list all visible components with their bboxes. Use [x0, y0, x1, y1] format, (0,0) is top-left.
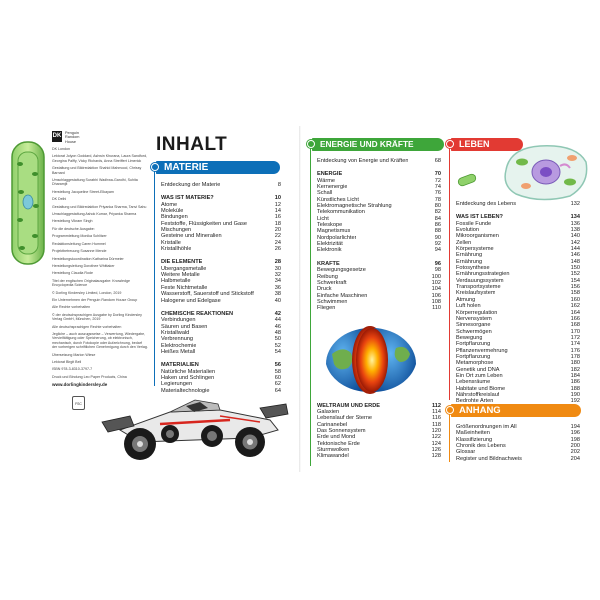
toc-page-number: 60	[274, 374, 281, 381]
toc-page-number: 68	[434, 158, 441, 164]
toc-entry-title: Verbindungen	[161, 317, 196, 324]
imprint-line: ISBN 978-3-8310-3797-7	[52, 367, 93, 372]
toc-entry-title: Glossar	[456, 449, 476, 456]
toc-page-number: 48	[274, 329, 281, 336]
toc-page-number: 72	[434, 177, 441, 184]
toc-entry-title: Reibung	[317, 273, 338, 280]
imprint-line: Umschlaggestaltung Ashok Kumar, Priyanka Sharma	[52, 212, 137, 217]
toc-entry-title: Moleküle	[161, 208, 184, 215]
toc-page-number: 8	[277, 182, 281, 188]
plant-cell-illustration	[500, 140, 592, 204]
bacterium-illustration	[456, 172, 478, 188]
imprint-line: Gestaltung und Bildredaktion Priyanka Sharma, Tanvi Sahu	[52, 204, 147, 209]
spacer	[161, 304, 281, 311]
imprint-line: Umschlaggestaltung Surabhi Wadhwa-Gandhi, Suhita Dharamjit	[52, 178, 138, 187]
toc-entry-title: Entdeckung der Materie	[161, 182, 221, 188]
toc-page-number: 104	[431, 286, 441, 293]
toc-page-number: 142	[570, 239, 580, 246]
toc-page-number: 152	[570, 271, 580, 278]
toc-page-number: 32	[274, 272, 281, 279]
toc-entry-title: Elektrochemie	[161, 342, 197, 349]
toc-entry-title: Klimawandel	[317, 453, 349, 460]
imprint-line: Druck und Bindung Leo Paper Products, China	[52, 374, 127, 379]
toc-entry-title: Schwermögen	[456, 328, 492, 335]
toc-page-number: 154	[570, 277, 580, 284]
toc-entry-title: Evolution	[456, 227, 480, 234]
toc-entry-title: Erde und Mond	[317, 434, 356, 441]
toc-entry-title: Kristallhöhle	[161, 246, 192, 253]
spacer	[317, 312, 441, 319]
toc-page-number: 58	[274, 368, 281, 375]
toc-page-number: 144	[570, 246, 580, 253]
toc-entry-title: Genetik und DNA	[456, 366, 500, 373]
toc-energie	[317, 158, 441, 460]
toc-page-number: 38	[274, 291, 281, 298]
toc-entry-title: Ernährungsstrategien	[456, 271, 510, 278]
toc-page-number: 24	[274, 239, 281, 246]
toc-entry-title: Transportsysteme	[456, 284, 501, 291]
earth-cutaway-illustration	[312, 320, 430, 400]
toc-page-number: 84	[434, 215, 441, 222]
toc-entry-title: Kernenergie	[317, 184, 348, 191]
toc-page-number: 30	[274, 265, 281, 272]
toc-entry-title: Elektrizität	[317, 241, 343, 248]
toc-page-number: 78	[434, 196, 441, 203]
spacer	[161, 188, 281, 195]
toc-page-number: 94	[434, 247, 441, 254]
toc-entry-title: Heißes Metall	[161, 348, 196, 355]
toc-page-number: 90	[434, 234, 441, 241]
imprint-line: DK London	[52, 147, 70, 151]
imprint-line: DK Delhi	[52, 197, 67, 202]
toc-entry-title: Klassifizierung	[456, 436, 493, 443]
toc-entry-title: Kristalle	[161, 239, 181, 246]
spacer	[456, 207, 580, 214]
toc-page-number: 158	[570, 290, 580, 297]
imprint-line: Alle Rechte vorbehalten	[52, 305, 91, 310]
toc-page-number: 166	[570, 315, 580, 322]
toc-page-number: 124	[431, 440, 441, 447]
toc-entry-title: Register und Bildnachweis	[456, 455, 522, 462]
toc-entry-title: WELTRAUM UND ERDE	[317, 402, 380, 409]
imprint-block	[52, 147, 148, 391]
toc-page-number: 26	[274, 246, 281, 253]
toc-entry-title: CHEMISCHE REAKTIONEN	[161, 310, 234, 317]
toc-page-number: 188	[570, 385, 580, 392]
toc-page-number: 74	[434, 184, 441, 191]
imprint-line: Herstellung Vikram Singh	[52, 219, 93, 224]
materie-rule	[154, 171, 155, 386]
imprint-line: Ein Unternehmen der Penguin Random House Group	[52, 297, 138, 302]
toc-page-number: 44	[274, 317, 281, 324]
toc-entry-title: Telekommunikation	[317, 209, 365, 216]
toc-page-number: 122	[431, 434, 441, 441]
imprint-line: Herstellungsleitung Dorothee Whittaker	[52, 263, 115, 268]
toc-page-number: 140	[570, 233, 580, 240]
imprint-line: Redaktionsleitung Caren Hummel	[52, 241, 106, 246]
toc-entry-title: Materialtechnologie	[161, 387, 210, 394]
toc-page-number: 184	[570, 372, 580, 379]
spacer	[161, 355, 281, 362]
toc-entry-title: Entdeckung des Lebens	[456, 201, 517, 207]
spacer	[317, 164, 441, 171]
toc-entry-title: Pflanzenvermehrung	[456, 347, 508, 354]
toc-leben	[456, 201, 580, 405]
toc-entry-title: Elektromagnetische Strahlung	[317, 203, 392, 210]
toc-page-number: 128	[431, 453, 441, 460]
toc-page-number: 168	[570, 322, 580, 329]
toc-entry-title: Elektronik	[317, 247, 342, 254]
toc-entry-title: Schall	[317, 190, 333, 197]
toc-page-number: 204	[570, 455, 580, 462]
imprint-line: Herstellungskoordination Katharina Dürmeier	[52, 256, 124, 261]
toc-page-number: 102	[431, 279, 441, 286]
toc-entry-title: Carinanebel	[317, 421, 348, 428]
toc-page-number: 134	[570, 214, 580, 221]
toc-page-number: 180	[570, 360, 580, 367]
spacer	[161, 252, 281, 259]
toc-entry-title: Größenordnungen im All	[456, 424, 517, 430]
toc-page-number: 14	[274, 208, 281, 215]
dk-logo-icon: DK	[52, 131, 62, 142]
imprint-line: Übersetzung Marion Wiese	[52, 352, 96, 357]
toc-entry-title: Legierungen	[161, 381, 193, 388]
toc-page-number: 148	[570, 258, 580, 265]
toc-entry-title: Körperregulation	[456, 309, 498, 316]
toc-entry-title: Lebenslauf der Sterne	[317, 415, 373, 422]
toc-page-number: 106	[431, 292, 441, 299]
toc-entry-title: Fortpflanzung	[456, 341, 491, 348]
toc-page-number: 146	[570, 252, 580, 259]
toc-entry-title: KRÄFTE	[317, 260, 340, 267]
toc-page-number: 82	[434, 209, 441, 216]
toc-page-number: 156	[570, 284, 580, 291]
imprint-line: Für die deutsche Ausgabe:	[52, 226, 95, 231]
toc-page-number: 132	[570, 201, 580, 207]
toc-page-number: 50	[274, 336, 281, 343]
imprint-line: Herstellung Claudia Rode	[52, 271, 93, 276]
toc-entry-title: ENERGIE	[317, 171, 343, 178]
toc-page-number: 114	[432, 408, 441, 415]
elongated-cell-illustration	[8, 140, 48, 266]
toc-entry-title: Zellen	[456, 239, 472, 246]
toc-page-number: 96	[434, 260, 441, 267]
toc-page-number: 36	[274, 284, 281, 291]
toc-materie	[161, 182, 281, 394]
publisher-name: Penguin Random House	[65, 131, 80, 144]
toc-page-number: 162	[570, 303, 580, 310]
toc-entry-title: Galaxien	[317, 408, 340, 415]
toc-page-number: 186	[570, 379, 580, 386]
toc-entry-title: Mikroorganismen	[456, 233, 499, 240]
toc-entry-title: Wärme	[317, 177, 336, 184]
toc-entry-title: Ernährung	[456, 252, 483, 259]
section-band-energie: ENERGIE UND KRÄFTE	[312, 138, 444, 151]
imprint-line: Jegliche – auch auszugsweise – Verwertung, Wiedergabe, Vervielfältigung oder Speicherung, ob elektronisch, mechanisch, durch Fotokopie oder Aufzeichnung, bedarf der vorherigen schriftlichen Genehmigung durch den Verlag.	[52, 331, 148, 350]
toc-entry-title: Lebensräume	[456, 379, 491, 386]
toc-entry-title: Halbmetalle	[161, 278, 191, 285]
imprint-line: Programmleitung Monika Schlitzer	[52, 234, 107, 239]
toc-entry-title: Luft holen	[456, 303, 481, 310]
toc-entry-title: WAS IST LEBEN?	[456, 214, 503, 221]
toc-entry-title: Teleskope	[317, 222, 343, 229]
toc-entry-title: Mischungen	[161, 227, 192, 234]
toc-entry-title: DIE ELEMENTE	[161, 259, 203, 266]
toc-entry-title: Verbrennung	[161, 336, 194, 343]
toc-entry-title: Haken und Schlingen	[161, 374, 215, 381]
toc-page-number: 56	[274, 362, 281, 369]
toc-entry-title: Bindungen	[161, 214, 188, 221]
toc-page-number: 64	[274, 387, 281, 394]
toc-page-number: 174	[570, 341, 580, 348]
toc-page-number: 150	[570, 265, 580, 272]
toc-entry-title: Feste Nichtmetalle	[161, 284, 208, 291]
toc-entry-title: Wasserstoff, Sauerstoff und Stickstoff	[161, 291, 254, 298]
toc-entry-title: Künstliches Licht	[317, 196, 359, 203]
toc-entry-title: Bedrohte Arten	[456, 398, 494, 405]
fsc-logo-icon: FSC	[72, 396, 85, 410]
toc-page-number: 196	[570, 430, 580, 437]
toc-page-number: 28	[274, 259, 281, 266]
toc-page-number: 182	[570, 366, 580, 373]
section-band-anhang: ANHANG	[451, 404, 581, 417]
toc-page-number: 92	[434, 241, 441, 248]
toc-entry-title: Kristallwald	[161, 329, 190, 336]
spacer	[317, 254, 441, 261]
toc-entry-title: Körpersysteme	[456, 246, 494, 253]
toc-page-number: 110	[432, 305, 441, 312]
toc-page-number: 22	[274, 233, 281, 240]
toc-page-number: 62	[274, 381, 281, 388]
toc-page-number: 194	[570, 424, 580, 430]
publisher-website: www.dorlingkindersley.de	[52, 382, 108, 388]
toc-entry-title: Verdauungssystem	[456, 277, 504, 284]
toc-entry	[317, 453, 441, 459]
toc-entry-title: Fliegen	[317, 305, 336, 312]
toc-entry-title: Nervensystem	[456, 315, 492, 322]
toc-entry-title: Atome	[161, 201, 178, 208]
imprint-line: Titel der englischen Originalausgabe: Knowledge Encyclopedia Science	[52, 278, 130, 288]
toc-page-number: 40	[274, 297, 281, 304]
toc-entry-title: Druck	[317, 286, 332, 293]
section-dot-energie	[307, 140, 315, 148]
toc-entry-title: Metamorphose	[456, 360, 494, 367]
toc-entry-title: Habitate und Biome	[456, 385, 506, 392]
toc-entry-title: Fotosynthese	[456, 265, 490, 272]
toc-page-number: 98	[434, 267, 441, 274]
toc-entry-title: Ernährung	[456, 258, 483, 265]
toc-entry-title: Sinnesorgane	[456, 322, 491, 329]
toc-page-number: 190	[570, 391, 580, 398]
toc-anhang	[456, 424, 580, 462]
toc-entry	[456, 456, 580, 462]
toc-page-number: 192	[570, 398, 580, 405]
toc-entry-title: Atmung	[456, 296, 476, 303]
toc-page-number: 46	[274, 323, 281, 330]
toc-page-number: 178	[570, 353, 580, 360]
toc-page-number: 126	[431, 446, 441, 453]
toc-entry-title: WAS IST MATERIE?	[161, 195, 214, 202]
page-title: INHALT	[156, 134, 228, 155]
toc-page-number: 120	[431, 427, 441, 434]
toc-entry-title: Schwimmen	[317, 298, 348, 305]
imprint-line: Alle deutschsprachigen Rechte vorbehalten	[52, 324, 122, 329]
toc-entry-title: Bewegungsgesetze	[317, 267, 366, 274]
publisher-logo	[52, 131, 79, 144]
toc-page-number: 10	[274, 195, 281, 202]
imprint-line: © der deutschsprachigen Ausgabe by Dorling Kindersley Verlag GmbH, München, 2019	[52, 312, 142, 322]
toc-page-number: 200	[570, 443, 580, 450]
toc-entry-title: Weitere Metalle	[161, 272, 200, 279]
imprint-line: Projektbetreuung Susanne Mende	[52, 249, 107, 254]
toc-entry-title: Nordpolarlichter	[317, 234, 357, 241]
toc-entry-title: Chronik des Lebens	[456, 443, 506, 450]
leben-rule	[449, 148, 450, 400]
toc-page-number: 136	[570, 220, 580, 227]
toc-page-number: 86	[434, 222, 441, 229]
toc-entry-title: Maßeinheiten	[456, 430, 490, 437]
toc-page-number: 112	[431, 402, 441, 409]
toc-page-number: 198	[570, 436, 580, 443]
toc-entry-title: Kreislaufsystem	[456, 290, 496, 297]
imprint-lines	[52, 147, 148, 379]
toc-page-number: 164	[570, 309, 580, 316]
toc-page-number: 172	[570, 334, 580, 341]
toc-page-number: 160	[570, 296, 580, 303]
section-dot-anhang	[446, 406, 454, 414]
toc-entry-title: Das Sonnensystem	[317, 427, 366, 434]
toc-page-number: 52	[274, 342, 281, 349]
toc-entry-title: Halogene und Edelgase	[161, 297, 221, 304]
toc-entry-title: Übergangsmetalle	[161, 265, 207, 272]
toc-page-number: 118	[432, 421, 441, 428]
toc-page-number: 138	[570, 227, 580, 234]
toc-page-number: 16	[274, 214, 281, 221]
toc-page-number: 42	[274, 310, 281, 317]
toc-page-number: 18	[274, 220, 281, 227]
toc-entry-title: Natürliche Materialien	[161, 368, 216, 375]
race-car-illustration	[100, 382, 290, 466]
toc-entry-title: Fortpflanzung	[456, 353, 491, 360]
toc-entry-title: Feststoffe, Flüssigkeiten und Gase	[161, 220, 248, 227]
anhang-rule	[449, 414, 450, 462]
toc-page-number: 170	[570, 328, 580, 335]
book-gutter	[299, 126, 301, 472]
toc-page-number: 100	[431, 273, 441, 280]
toc-page-number: 20	[274, 227, 281, 234]
toc-page-number: 88	[434, 228, 441, 235]
section-dot-leben	[446, 140, 454, 148]
toc-entry-title: Einfache Maschinen	[317, 292, 368, 299]
toc-entry-title: Entdeckung von Energie und Kräften	[317, 158, 409, 164]
toc-entry-title: Tektonische Erde	[317, 440, 360, 447]
toc-page-number: 12	[274, 201, 281, 208]
imprint-line: Lektorat Birgit Beil	[52, 360, 82, 364]
toc-entry-title: Gesteine und Mineralien	[161, 233, 222, 240]
toc-entry-title: Säuren und Basen	[161, 323, 208, 330]
imprint-line: Gestaltung und Bildredaktion Shahid Mahmood, Chrissy Barnard	[52, 166, 142, 175]
toc-page-number: 34	[274, 278, 281, 285]
toc-page-number: 80	[434, 203, 441, 210]
toc-entry-title: Ein Ort zum Leben	[456, 372, 503, 379]
toc-entry-title: MATERIALIEN	[161, 362, 199, 369]
toc-page-number: 202	[570, 449, 580, 456]
toc-page-number: 54	[274, 348, 281, 355]
toc-entry-title: Schwerkraft	[317, 279, 347, 286]
section-dot-materie	[151, 163, 159, 171]
toc-page-number: 108	[431, 298, 441, 305]
section-band-materie: MATERIE	[156, 161, 280, 174]
toc-entry-title: Fossile Funde	[456, 220, 492, 227]
imprint-line: Lektorat Jolyon Goddard, Ashwin Khurana, Laura Sandford, Georgina Palffy, Vicky Richards, Anna Streiffert Limerick	[52, 154, 148, 163]
toc-entry-title: Nährstoffkreislauf	[456, 391, 500, 398]
toc-page-number: 70	[434, 171, 441, 178]
toc-entry-title: Sturmwolken	[317, 446, 350, 453]
toc-page-number: 116	[432, 415, 441, 422]
imprint-line: Herstellung Jacqueline Street-Elkayam	[52, 189, 114, 194]
toc-page-number: 176	[570, 347, 580, 354]
toc-entry-title: Licht	[317, 215, 329, 222]
toc-page-number: 76	[434, 190, 441, 197]
toc-entry-title: Bewegung	[456, 334, 483, 341]
imprint-line: © Dorling Kindersley Limited, London, 2019	[52, 290, 122, 295]
toc-entry-title: Magnetismus	[317, 228, 351, 235]
energie-rule	[310, 148, 311, 466]
section-band-leben: LEBEN	[451, 138, 523, 151]
